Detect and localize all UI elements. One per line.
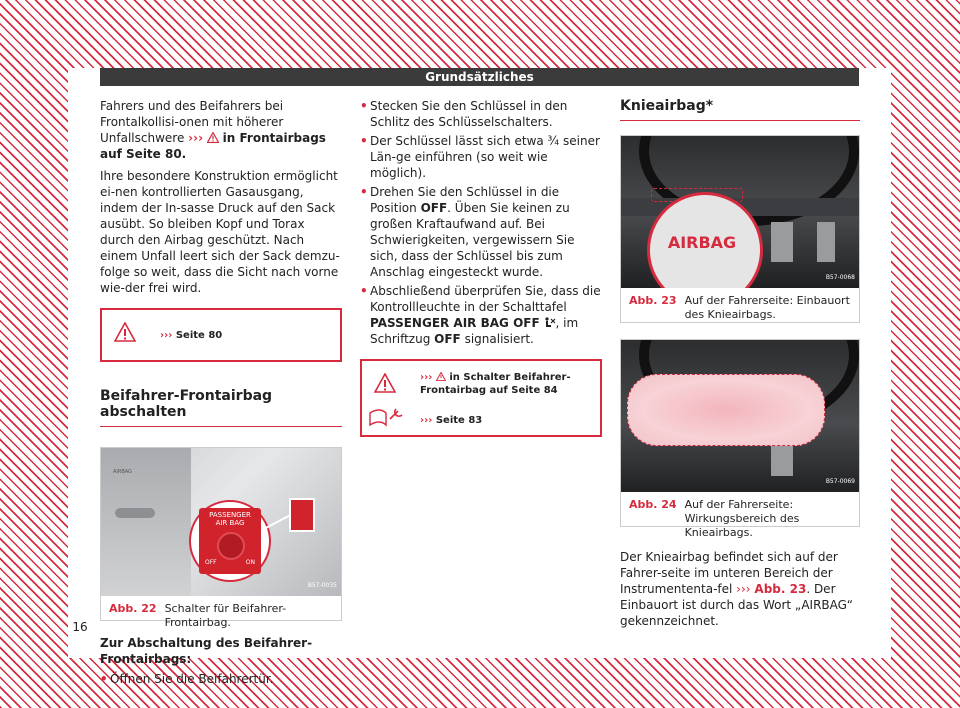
warning-icon — [436, 372, 446, 381]
figure-24-caption: Abb. 24 Auf der Fahrerseite: Wirkungsbereich des Knieairbags. — [629, 498, 800, 539]
section-title-passenger-airbag: Beifahrer-Frontairbag abschalten — [100, 388, 342, 427]
figure-23-link[interactable]: Abb. 23 — [754, 582, 807, 596]
bullet-key-depth: • Der Schlüssel lässt sich etwa ¾ seiner Län-ge einführen (so weit wie möglich). — [360, 133, 602, 181]
ref-arrow: ››› — [188, 131, 204, 145]
paragraph-1: Fahrers und des Beifahrers bei Frontalkollisi-onen mit höherer Unfallschwere ››› in Frontairbags auf Seite 80. — [100, 99, 326, 161]
knee-airbag-deployed — [627, 374, 825, 446]
column-right — [620, 98, 860, 635]
airbag-switch — [289, 498, 315, 532]
column-middle — [360, 98, 602, 437]
paragraph-2: Ihre besondere Konstruktion ermöglicht ei-nen kontrollierten Gasausgang, indem der In-sasse Druck auf den Sack ausübt. So bleiben Kopf und Torax durch den Airbag geschützt. Nach einem Unfall leert sich der Sack demzu-folge so weit, dass die Sicht nach vorne wie-der frei wird. — [100, 169, 340, 295]
figure-23-caption: Abb. 23 Auf der Fahrerseite: Einbauort des Knieairbags. — [629, 294, 850, 321]
figure-22 — [100, 447, 342, 629]
column-left — [100, 98, 342, 690]
warning-box-2 — [360, 359, 602, 437]
figure-23 — [620, 135, 860, 323]
bullet-insert-key: • Stecken Sie den Schlüssel in den Schlitz des Schlüsselschalters. — [360, 98, 602, 130]
warning-box — [100, 308, 342, 362]
section-title-knee-airbag: Knieairbag* — [620, 98, 860, 121]
warning-icon — [207, 132, 219, 143]
manual-service-icon — [368, 405, 406, 427]
warning-ref-1[interactable]: ››› in Schalter Beifahrer-Frontairbag auf Seite 84 — [420, 372, 571, 396]
bullet-check-light: • Abschließend überprüfen Sie, dass die Kontrollleuchte in der Schalttafel PASSENGER AIR BAG OFF , im Schriftzug OFF signalisiert. — [360, 283, 602, 347]
warning-icon — [114, 322, 136, 342]
figure-22-image: AIRBAG PASSENGER AIR BAG OFF ON B57-0035 — [101, 448, 341, 596]
bullet-turn-key: • Drehen Sie den Schlüssel in die Position OFF. Üben Sie keinen zu großen Kraftaufwand auf. Bei Schwierigkeiten, vergewissern Sie sich, dass der Schlüssel bis zum Anschlag eingesteckt wurde. — [360, 184, 602, 280]
knee-airbag-label-magnified: AIRBAG — [647, 192, 763, 288]
warning-icon — [374, 373, 396, 393]
bullet-open-door: • Öffnen Sie die Beifahrertür. — [100, 671, 342, 687]
instruction-heading: Zur Abschaltung des Beifahrer-Frontairbags: — [100, 636, 313, 666]
warning-ref[interactable]: ››› Seite 80 — [160, 330, 223, 341]
airbag-switch-magnified: PASSENGER AIR BAG OFF ON — [189, 500, 271, 582]
cross-reference-link[interactable]: in Frontairbags auf Seite 80. — [100, 131, 326, 161]
page-number: 16 — [72, 620, 88, 634]
airbag-off-icon — [544, 317, 556, 328]
figure-24 — [620, 339, 860, 539]
knee-airbag-paragraph: Der Knieairbag befindet sich auf der Fahrer-seite im unteren Bereich der Instrumententa-fel ››› Abb. 23. Der Einbauort ist durch das Wort „AIRBAG“ gekennzeichnet. — [620, 550, 853, 628]
figure-24-image: B57-0069 — [621, 340, 859, 492]
figure-23-image: AIRBAG B57-0068 — [621, 136, 859, 288]
warning-ref-2[interactable]: ››› Seite 83 — [420, 415, 483, 426]
figure-22-caption: Abb. 22 Schalter für Beifahrer-Frontairbag. — [109, 602, 287, 629]
page-header: Grundsätzliches — [100, 68, 859, 86]
